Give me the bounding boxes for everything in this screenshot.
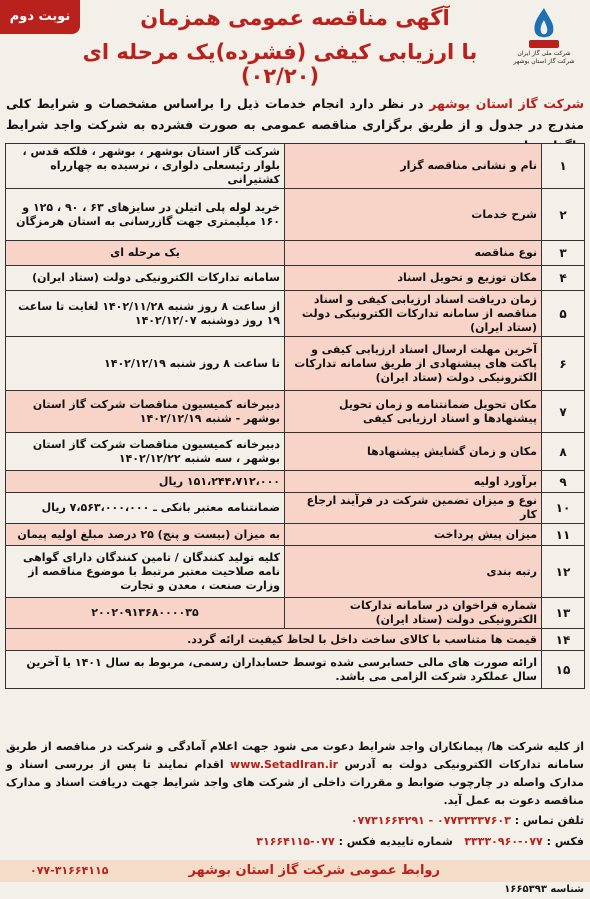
intro-text: در نظر دارد انجام خدمات ذیل را براساس مشخصات و شرایط کلی مندرج در جدول و از طریق برگزاری مناقصه عمومی به صورت فشرده به شرکت واجد شرایط [6,96,584,132]
public-relations-phone: ۰۷۷-۳۱۶۶۴۱۱۵ [30,864,109,877]
intro-company: شرکت گاز استان بوشهر [429,96,584,111]
row-label: نوع مناقصه [285,241,542,266]
phone-line [6,810,584,831]
row-label: مکان تحویل ضمانتنامه و زمان تحویل پیشنهادها و اسناد ارزیابی کیفی [285,391,542,433]
row-label: آخرین مهلت ارسال اسناد ارزیابی کیفی و پاکت های پیشنهادی از طریق سامانه تدارکات الکترونیکی دولت (ستاد ایران) [285,337,542,391]
row-value: دبیرخانه کمیسیون مناقصات شرکت گاز استان بوشهر ، سه شنبه ۱۴۰۲/۱۲/۲۲ [6,433,285,471]
header [0,0,590,92]
row-number: ۱ [542,144,585,189]
table-row [6,493,585,524]
row-number: ۴ [542,266,585,291]
table-row [6,189,585,241]
table-row [6,524,585,546]
flame-logo-icon [521,6,567,50]
phone-label: تلفن تماس : [514,814,584,827]
row-value: دبیرخانه کمیسیون مناقصات شرکت گاز استان بوشهر - شنبه ۱۴۰۲/۱۲/۱۹ [6,391,285,433]
public-relations-band [0,860,590,882]
row-label: رتبه بندی [285,546,542,598]
row-note: ارائه صورت های مالی حسابرسی شده توسط حسابداران رسمی، مربوط به سال ۱۴۰۱ یا آخرین سال عملکرد شرکت الزامی می باشد. [6,651,542,689]
row-label: نام و نشانی مناقصه گزار [285,144,542,189]
row-number: ۶ [542,337,585,391]
row-value: شرکت گاز استان بوشهر ، بوشهر ، فلکه قدس ، بلوار رئیسعلی دلواری ، نرسیده به چهارراه کشتیرانی [6,144,285,189]
table-row [6,598,585,629]
table-row [6,471,585,493]
row-note: قیمت ها متناسب با کالای ساخت داخل با لحاظ کیفیت ارائه گردد. [6,629,542,651]
contact-info [6,810,584,852]
table-row [6,266,585,291]
table-row [6,629,585,651]
invitation-paragraph [6,738,584,810]
table-row [6,546,585,598]
row-number: ۲ [542,189,585,241]
notice-title: آگهی مناقصه عمومی همزمان [140,6,450,30]
fax-line [6,831,584,852]
phone-numbers: ۰۷۷۳۳۳۳۷۶۰۳ - ۰۷۷۳۱۶۶۴۲۹۱ [350,814,511,827]
row-number: ۸ [542,433,585,471]
row-number: ۷ [542,391,585,433]
row-label: مکان توزیع و تحویل اسناد [285,266,542,291]
row-value: تا ساعت ۸ روز شنبه ۱۴۰۲/۱۲/۱۹ [6,337,285,391]
table-row [6,291,585,337]
row-number: ۱۴ [542,629,585,651]
second-round-badge: نوبت دوم [0,0,80,34]
notice-serial [504,883,584,897]
row-label: میزان پیش پرداخت [285,524,542,546]
row-value: از ساعت ۸ روز شنبه ۱۴۰۲/۱۱/۲۸ لغایت تا ساعت ۱۹ روز دوشنبه ۱۴۰۲/۱۲/۰۷ [6,291,285,337]
row-label: نوع و میزان تضمین شرکت در فرآیند ارجاع کار [285,493,542,524]
row-value: خرید لوله پلی اتیلن در سایزهای ۶۳ ، ۹۰ ، ۱۲۵ و ۱۶۰ میلیمتری جهت گازرسانی به استان هرمزگان [6,189,285,241]
row-number: ۹ [542,471,585,493]
gas-company-logo [510,6,578,86]
table-row [6,391,585,433]
table-row [6,144,585,189]
serial-label: شناسه [550,884,584,895]
row-value: ضمانتنامه معتبر بانکی ـ ۷،۵۶۳،۰۰۰،۰۰۰ ریال [6,493,285,524]
row-number: ۱۵ [542,651,585,689]
fax-confirm-label: شماره تاییدیه فکس : [338,835,453,848]
row-number: ۱۳ [542,598,585,629]
row-label: برآورد اولیه [285,471,542,493]
row-label: مکان و زمان گشایش پیشنهادها [285,433,542,471]
notice-subtitle: با ارزیابی کیفی (فشرده)یک مرحله ای (۰۲/۲۰) [82,40,478,88]
row-number: ۵ [542,291,585,337]
public-relations-title: روابط عمومی شرکت گاز استان بوشهر [188,863,440,878]
row-value: سامانه تدارکات الکترونیکی دولت (ستاد ایران) [6,266,285,291]
serial-value: ۱۶۶۵۳۹۳ [504,884,547,895]
row-number: ۱۲ [542,546,585,598]
row-value: یک مرحله ای [6,241,285,266]
row-number: ۳ [542,241,585,266]
setad-url-link[interactable]: www.SetadIran.ir [230,758,339,771]
invitation-text-2: اقدام نمایند تا پس از بررسی اسناد و مدارک واصله در چارچوب ضوابط و مقررات داخلی از شرکت های واجد شرایط جهت دریافت اسناد و مدارک مناقصه دعوت به عمل آید. [6,758,584,807]
row-value: به میزان (بیست و پنج) ۲۵ درصد مبلغ اولیه پیمان [6,524,285,546]
table-row [6,433,585,471]
row-number: ۱۰ [542,493,585,524]
logo-caption-province: شرکت گاز استان بوشهر [513,58,575,65]
row-number: ۱۱ [542,524,585,546]
row-value: ۱۵۱،۲۴۴،۷۱۲،۰۰۰ ریال [6,471,285,493]
row-label: زمان دریافت اسناد ارزیابی کیفی و اسناد مناقصه از سامانه تدارکات الکترونیکی دولت (ستاد ایران) [285,291,542,337]
table-row [6,337,585,391]
table-row [6,651,585,689]
row-value: کلیه تولید کنندگان / تامین کنندگان دارای گواهی نامه صلاحیت معتبر مرتبط با موضوع مناقصه از وزارت صنعت ، معدن و تجارت [6,546,285,598]
logo-caption-national: شرکت ملی گاز ایران [517,50,571,57]
row-label: شماره فراخوان در سامانه تدارکات الکترونیکی دولت (ستاد ایران) [285,598,542,629]
row-label: شرح خدمات [285,189,542,241]
fax-number: ۰۷۷-۳۳۳۳۰۹۶۰ [464,835,543,848]
fax-confirm-number: ۰۷۷-۳۱۶۶۴۱۱۵ [256,835,335,848]
row-value: ۲۰۰۲۰۹۱۳۶۸۰۰۰۰۳۵ [6,598,285,629]
fax-label: فکس : [546,835,584,848]
invitation-text-1: از کلیه شرکت ها/ پیمانکاران واجد شرایط دعوت می شود جهت اعلام آمادگی و شرکت در مناقصه از طریق سامانه تدارکات الکترونیکی دولت به آدرس [6,740,584,771]
tender-details-table [5,143,585,689]
table-row [6,241,585,266]
